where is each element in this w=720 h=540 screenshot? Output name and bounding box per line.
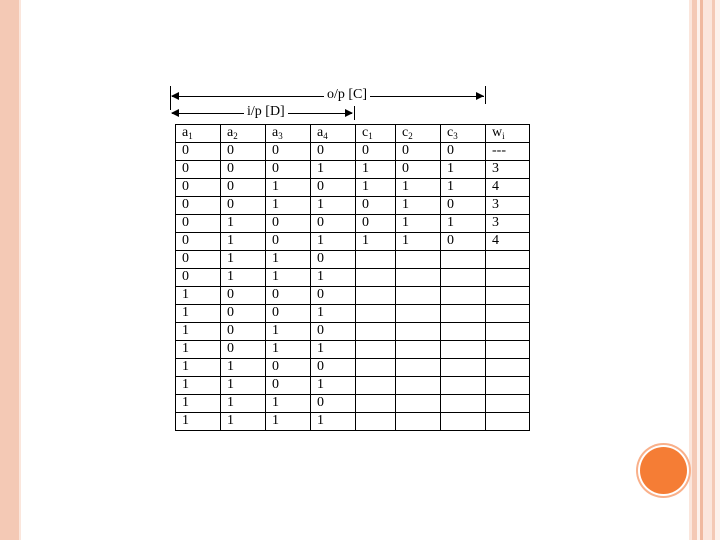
table-cell: 1 <box>266 413 311 431</box>
column-header <box>396 125 441 143</box>
column-header-subscript: 2 <box>233 131 238 141</box>
table-cell: 1 <box>266 395 311 413</box>
table-cell: 1 <box>221 395 266 413</box>
table-cell: 1 <box>176 359 221 377</box>
table-row <box>176 413 530 431</box>
input-label: i/p [D] <box>244 104 288 120</box>
table-cell: 1 <box>311 341 356 359</box>
table-cell: --- <box>486 143 530 161</box>
table-cell: 0 <box>311 179 356 197</box>
table-cell: 4 <box>486 233 530 251</box>
table-row <box>176 341 530 359</box>
table-cell <box>396 359 441 377</box>
table-row <box>176 323 530 341</box>
column-header <box>176 125 221 143</box>
accent-dot <box>640 447 687 494</box>
table-cell: 0 <box>311 323 356 341</box>
column-header-subscript: 3 <box>278 131 283 141</box>
input-arrow-left-head <box>171 109 179 117</box>
table-cell: 0 <box>221 305 266 323</box>
table-cell: 1 <box>396 197 441 215</box>
table-cell <box>396 323 441 341</box>
table-cell: 1 <box>356 161 396 179</box>
slide-frame-right-band <box>703 0 712 540</box>
table-cell: 1 <box>266 179 311 197</box>
table-cell <box>486 287 530 305</box>
column-header-subscript: 1 <box>368 131 373 141</box>
table-cell: 3 <box>486 197 530 215</box>
table-cell <box>441 251 486 269</box>
table-cell: 0 <box>221 197 266 215</box>
input-arrow-right-tick <box>354 106 355 120</box>
table-cell: 0 <box>221 323 266 341</box>
table-cell: 1 <box>176 395 221 413</box>
table-cell <box>356 395 396 413</box>
column-header-base: w <box>492 125 503 140</box>
column-header-base: a <box>272 125 279 140</box>
table-cell: 0 <box>176 233 221 251</box>
table-cell: 1 <box>221 413 266 431</box>
table-cell: 0 <box>221 287 266 305</box>
table-cell: 0 <box>221 161 266 179</box>
table-cell: 1 <box>311 305 356 323</box>
table-cell <box>486 341 530 359</box>
table-cell: 1 <box>311 197 356 215</box>
table-cell: 0 <box>266 377 311 395</box>
table-cell <box>486 323 530 341</box>
table-cell <box>356 251 396 269</box>
table-cell: 1 <box>356 233 396 251</box>
table-cell <box>486 377 530 395</box>
table-cell: 0 <box>176 251 221 269</box>
table-cell <box>486 305 530 323</box>
table-cell <box>356 305 396 323</box>
table-cell: 0 <box>311 215 356 233</box>
slide-frame-right-band <box>715 0 720 540</box>
slide-frame-left <box>0 0 19 540</box>
table-cell <box>396 341 441 359</box>
table-row <box>176 143 530 161</box>
table-cell: 0 <box>176 143 221 161</box>
table-cell: 0 <box>176 215 221 233</box>
table-cell <box>396 251 441 269</box>
column-header-base: a <box>227 125 234 140</box>
table-row <box>176 305 530 323</box>
table-cell: 0 <box>266 359 311 377</box>
table-cell: 0 <box>311 251 356 269</box>
table-cell <box>356 413 396 431</box>
table-cell: 0 <box>356 215 396 233</box>
codeword-table <box>175 124 530 431</box>
table-cell <box>441 341 486 359</box>
column-header-subscript: i <box>502 131 505 141</box>
table-cell <box>356 269 396 287</box>
table-cell: 1 <box>221 269 266 287</box>
table-cell: 0 <box>311 359 356 377</box>
table-cell <box>441 323 486 341</box>
table-cell <box>486 251 530 269</box>
table-cell: 0 <box>441 233 486 251</box>
column-header-base: a <box>182 125 189 140</box>
table-cell: 1 <box>311 233 356 251</box>
table-cell: 0 <box>396 161 441 179</box>
table-cell <box>441 395 486 413</box>
column-header <box>221 125 266 143</box>
table-cell <box>396 269 441 287</box>
column-header <box>486 125 530 143</box>
table-cell: 1 <box>221 215 266 233</box>
column-header-base: a <box>317 125 324 140</box>
table-cell: 1 <box>176 413 221 431</box>
table-cell: 3 <box>486 215 530 233</box>
table-cell: 1 <box>221 377 266 395</box>
table-cell: 0 <box>176 197 221 215</box>
table-cell: 1 <box>441 215 486 233</box>
table-cell: 0 <box>441 197 486 215</box>
table-cell: 1 <box>266 251 311 269</box>
table-cell: 4 <box>486 179 530 197</box>
table-cell: 1 <box>266 323 311 341</box>
column-header <box>266 125 311 143</box>
column-header-base: c <box>362 125 369 140</box>
output-label: o/p [C] <box>324 87 370 103</box>
table-cell: 0 <box>221 143 266 161</box>
table-cell: 1 <box>396 233 441 251</box>
table-cell: 1 <box>221 359 266 377</box>
table-cell <box>486 359 530 377</box>
table-row <box>176 215 530 233</box>
table-cell: 0 <box>311 395 356 413</box>
table-cell <box>356 287 396 305</box>
table-cell: 1 <box>266 197 311 215</box>
table-cell <box>356 323 396 341</box>
table-cell: 1 <box>176 341 221 359</box>
table-row <box>176 395 530 413</box>
table-cell: 0 <box>221 341 266 359</box>
table-header-row <box>176 125 530 143</box>
table-cell <box>396 413 441 431</box>
table-cell: 1 <box>176 377 221 395</box>
table-cell <box>486 413 530 431</box>
table-cell: 3 <box>486 161 530 179</box>
table-row <box>176 377 530 395</box>
table-cell: 1 <box>176 287 221 305</box>
table-cell: 0 <box>266 233 311 251</box>
table-cell: 1 <box>266 341 311 359</box>
table-cell <box>396 287 441 305</box>
table-cell: 1 <box>176 323 221 341</box>
table-cell <box>441 305 486 323</box>
table-row <box>176 287 530 305</box>
table-cell <box>356 359 396 377</box>
column-header-subscript: 3 <box>453 131 458 141</box>
table-cell <box>396 395 441 413</box>
table-cell: 1 <box>311 413 356 431</box>
table-cell: 0 <box>266 143 311 161</box>
slide-frame-left-inner <box>19 0 21 540</box>
table-cell: 1 <box>176 305 221 323</box>
codeword-table-body <box>176 125 530 431</box>
table-cell <box>441 269 486 287</box>
table-cell: 0 <box>221 179 266 197</box>
table-cell <box>396 305 441 323</box>
table-cell: 1 <box>266 269 311 287</box>
table-cell: 1 <box>221 233 266 251</box>
table-cell: 0 <box>176 161 221 179</box>
column-header <box>356 125 396 143</box>
table-cell <box>441 359 486 377</box>
table-cell: 1 <box>441 179 486 197</box>
table-cell: 0 <box>266 305 311 323</box>
table-cell <box>441 287 486 305</box>
table-cell: 0 <box>396 143 441 161</box>
table-cell <box>396 377 441 395</box>
output-arrow-right-tick <box>485 86 486 104</box>
input-arrow-right-head <box>345 109 353 117</box>
column-header-base: c <box>447 125 454 140</box>
table-cell: 1 <box>441 161 486 179</box>
table-cell <box>441 413 486 431</box>
table-cell: 1 <box>396 215 441 233</box>
table-cell <box>441 377 486 395</box>
table-row <box>176 359 530 377</box>
table-cell: 1 <box>311 161 356 179</box>
table-cell: 0 <box>441 143 486 161</box>
table-cell: 1 <box>356 179 396 197</box>
table-cell: 1 <box>221 251 266 269</box>
table-row <box>176 233 530 251</box>
table-cell: 0 <box>311 287 356 305</box>
column-header-subscript: 1 <box>188 131 193 141</box>
column-header <box>441 125 486 143</box>
table-row <box>176 269 530 287</box>
table-cell: 0 <box>266 287 311 305</box>
column-header-subscript: 2 <box>408 131 413 141</box>
table-cell <box>486 395 530 413</box>
table-cell: 0 <box>356 143 396 161</box>
table-cell: 0 <box>356 197 396 215</box>
table-cell <box>486 269 530 287</box>
table-cell <box>356 341 396 359</box>
table-row <box>176 197 530 215</box>
column-header <box>311 125 356 143</box>
table-cell <box>356 377 396 395</box>
output-arrow-left-head <box>171 92 179 100</box>
table-row <box>176 161 530 179</box>
table-cell: 1 <box>396 179 441 197</box>
table-cell: 0 <box>176 269 221 287</box>
column-header-subscript: 4 <box>323 131 328 141</box>
table-cell: 0 <box>311 143 356 161</box>
table-row <box>176 251 530 269</box>
table-row <box>176 179 530 197</box>
column-header-base: c <box>402 125 409 140</box>
table-cell: 0 <box>176 179 221 197</box>
table-cell: 1 <box>311 269 356 287</box>
table-cell: 1 <box>311 377 356 395</box>
output-arrow-right-head <box>476 92 484 100</box>
table-cell: 0 <box>266 161 311 179</box>
table-cell: 0 <box>266 215 311 233</box>
